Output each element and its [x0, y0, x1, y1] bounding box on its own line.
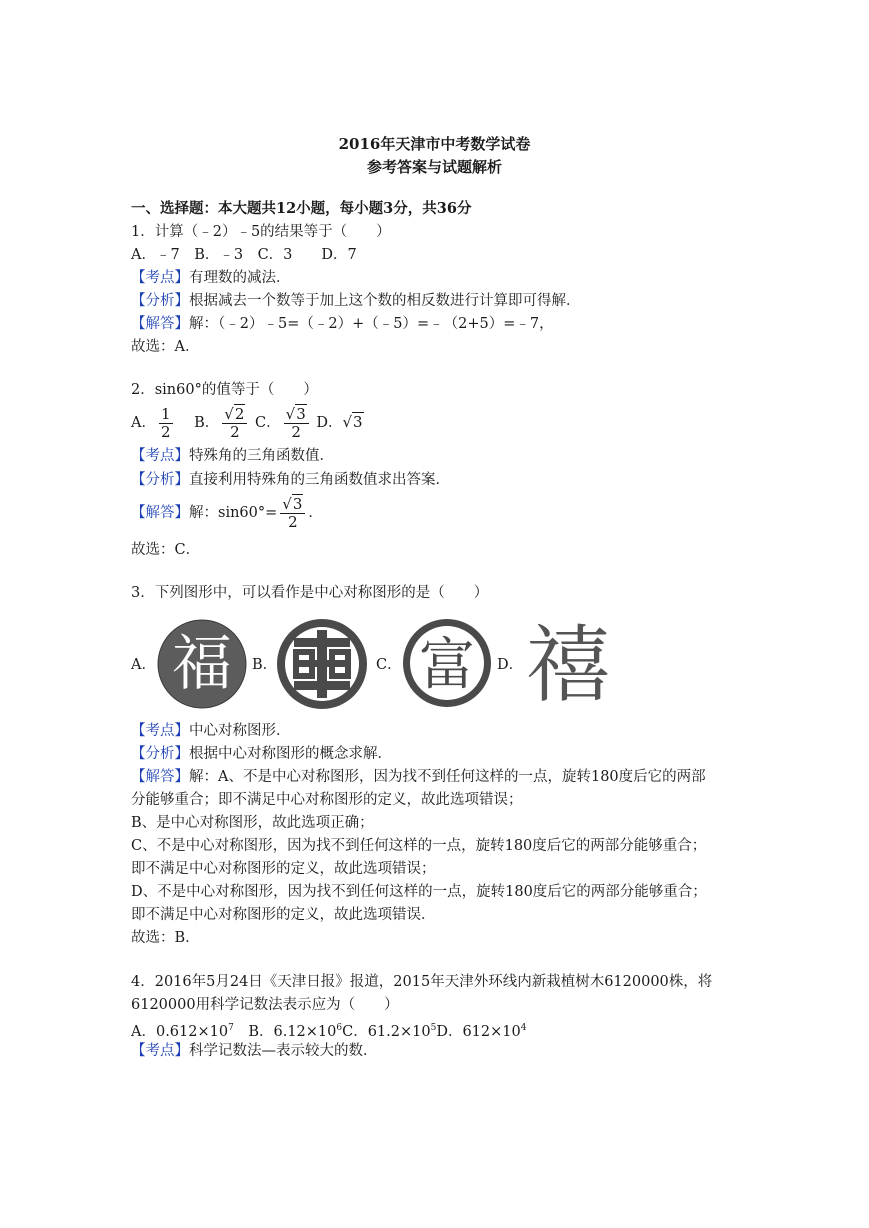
xi-character-icon [520, 616, 616, 712]
q1-answer: 故选：A． [131, 339, 200, 355]
q1-jieda-text: 解：（﹣2）﹣5=（﹣2）+（﹣5）=﹣（2+5）=﹣7， [189, 316, 554, 332]
fraction-numerator: √2 [222, 407, 247, 424]
q3-glyphD-image [520, 616, 616, 716]
q3-kaodian-text: 中心对称图形． [189, 723, 291, 739]
q4-optC: C．61.2×10 [342, 1024, 431, 1040]
q3-labelB: B． [252, 657, 278, 673]
q2-kaodian-text: 特殊角的三角函数值． [189, 448, 334, 464]
shou-character-icon [274, 616, 370, 712]
fu-rich-character-icon [400, 616, 494, 710]
q3-jieda-4: C、不是中心对称图形，因为找不到任何这样的一点，旋转180度后它的两部分能够重合； [131, 838, 707, 854]
q2-optA-label: A． [131, 415, 156, 431]
q3-fenxi [131, 744, 392, 764]
q2-optD-sqrt: √3 [342, 413, 363, 431]
q2-fenxi [131, 470, 450, 490]
q3-answer: 故选：B． [131, 930, 200, 946]
radicand: 3 [353, 413, 363, 431]
q3-glyphA: 福 [172, 629, 232, 699]
q2-kaodian [131, 446, 334, 466]
q3-jieda-3: B、是中心对称图形，故此选项正确； [131, 815, 374, 831]
q4-options [131, 1018, 526, 1042]
q1-kaodian [131, 268, 291, 288]
q3-fenxi-text: 根据中心对称图形的概念求解． [189, 746, 392, 762]
jieda-tag: 【解答】 [131, 769, 189, 785]
q4-optA: A．0.612×10 [131, 1024, 229, 1040]
q4-stem-2: 6120000用科学记数法表示应为（ ） [131, 997, 399, 1013]
kaodian-tag: 【考点】 [131, 448, 189, 464]
q2-optB-label: B． [194, 415, 220, 431]
q2-optB-fraction [222, 404, 247, 441]
fenxi-tag: 【分析】 [131, 293, 189, 309]
fraction-denominator: 2 [291, 422, 301, 441]
fraction-denominator: 2 [230, 422, 240, 441]
q3-jieda-2: 分能够重合；即不满足中心对称图形的定义，故此选项错误； [131, 792, 523, 808]
q3-glyphB-image [274, 616, 370, 716]
q3-labelD: D． [497, 657, 524, 673]
q3-jieda-5: 即不满足中心对称图形的定义，故此选项错误； [131, 861, 436, 877]
q2-jieda-fraction [280, 494, 305, 531]
q3-glyphD: 禧 [525, 616, 611, 712]
q2-optA-fraction [159, 404, 173, 441]
page-title: 2016年天津市中考数学试卷 [338, 135, 531, 153]
q4-kaodian [131, 1041, 378, 1061]
q4-expD: 4 [520, 1023, 527, 1033]
q3-kaodian [131, 721, 291, 741]
q1-jieda [131, 314, 554, 334]
q4-expB: 6 [336, 1023, 343, 1033]
kaodian-tag: 【考点】 [131, 270, 189, 286]
q2-jieda [131, 495, 323, 531]
kaodian-tag: 【考点】 [131, 1043, 189, 1059]
q3-glyphC: 富 [419, 633, 475, 698]
q1-options: A．﹣7 B．﹣3 C．3 D．7 [131, 247, 357, 263]
q1-stem: 1．计算（﹣2）﹣5的结果等于（ ） [131, 224, 391, 240]
q4-optD: D．612×10 [436, 1024, 521, 1040]
q2-fenxi-text: 直接利用特殊角的三角函数值求出答案． [189, 472, 450, 488]
q2-jieda-suffix: ． [308, 505, 323, 521]
radicand: 2 [234, 404, 245, 423]
fraction-numerator: √3 [280, 497, 305, 514]
fraction-denominator: 2 [160, 422, 171, 441]
q3-jieda-7: 即不满足中心对称图形的定义，故此选项错误． [131, 907, 436, 923]
fraction-numerator: 1 [160, 404, 171, 423]
page-subtitle: 参考答案与试题解析 [366, 158, 502, 176]
q4-kaodian-text: 科学记数法—表示较大的数． [189, 1043, 378, 1059]
q2-options [131, 404, 364, 441]
q4-expC: 5 [430, 1023, 437, 1033]
q2-optD-label: D． [316, 415, 343, 431]
q3-jieda-1 [131, 767, 706, 787]
q2-jieda-prefix: 解：sin60°= [189, 505, 278, 521]
q3-stem: 3．下列图形中，可以看作是中心对称图形的是（ ） [131, 585, 489, 601]
fenxi-tag: 【分析】 [131, 746, 189, 762]
fu-character-icon [156, 618, 248, 710]
q2-optC-fraction [284, 404, 309, 441]
q3-jieda-6: D、不是中心对称图形，因为找不到任何这样的一点，旋转180度后它的两部分能够重合； [131, 884, 707, 900]
q4-optB: B．6.12×10 [233, 1024, 337, 1040]
q1-kaodian-text: 有理数的减法． [189, 270, 291, 286]
fenxi-tag: 【分析】 [131, 472, 189, 488]
q4-expA: 7 [228, 1023, 234, 1033]
radicand: 3 [296, 404, 306, 423]
q4-stem-1: 4．2016年5月24日《天津日报》报道，2015年天津外环线内新栽植树木6120000株，将 [131, 974, 713, 990]
q1-fenxi [131, 291, 581, 311]
q3-labelC: C． [376, 657, 402, 673]
fraction-denominator: 2 [288, 512, 298, 531]
q3-glyphA-image [156, 618, 248, 714]
q1-fenxi-text: 根据减去一个数等于加上这个数的相反数进行计算即可得解． [189, 293, 581, 309]
section-heading: 一、选择题：本大题共12小题，每小题3分，共36分 [131, 200, 472, 217]
jieda-tag: 【解答】 [131, 316, 189, 332]
radicand: 3 [292, 494, 303, 513]
q3-glyphC-image [400, 616, 494, 714]
q2-optC-label: C． [255, 415, 281, 431]
q3-labelA: A． [131, 657, 156, 673]
fraction-numerator: √3 [284, 407, 309, 424]
q2-answer: 故选：C． [131, 542, 201, 558]
q3-jieda-text-1: 解：A、不是中心对称图形，因为找不到任何这样的一点，旋转180度后它的两部 [189, 769, 706, 785]
jieda-tag: 【解答】 [131, 505, 189, 521]
kaodian-tag: 【考点】 [131, 723, 189, 739]
q2-stem: 2．sin60°的值等于（ ） [131, 382, 318, 398]
